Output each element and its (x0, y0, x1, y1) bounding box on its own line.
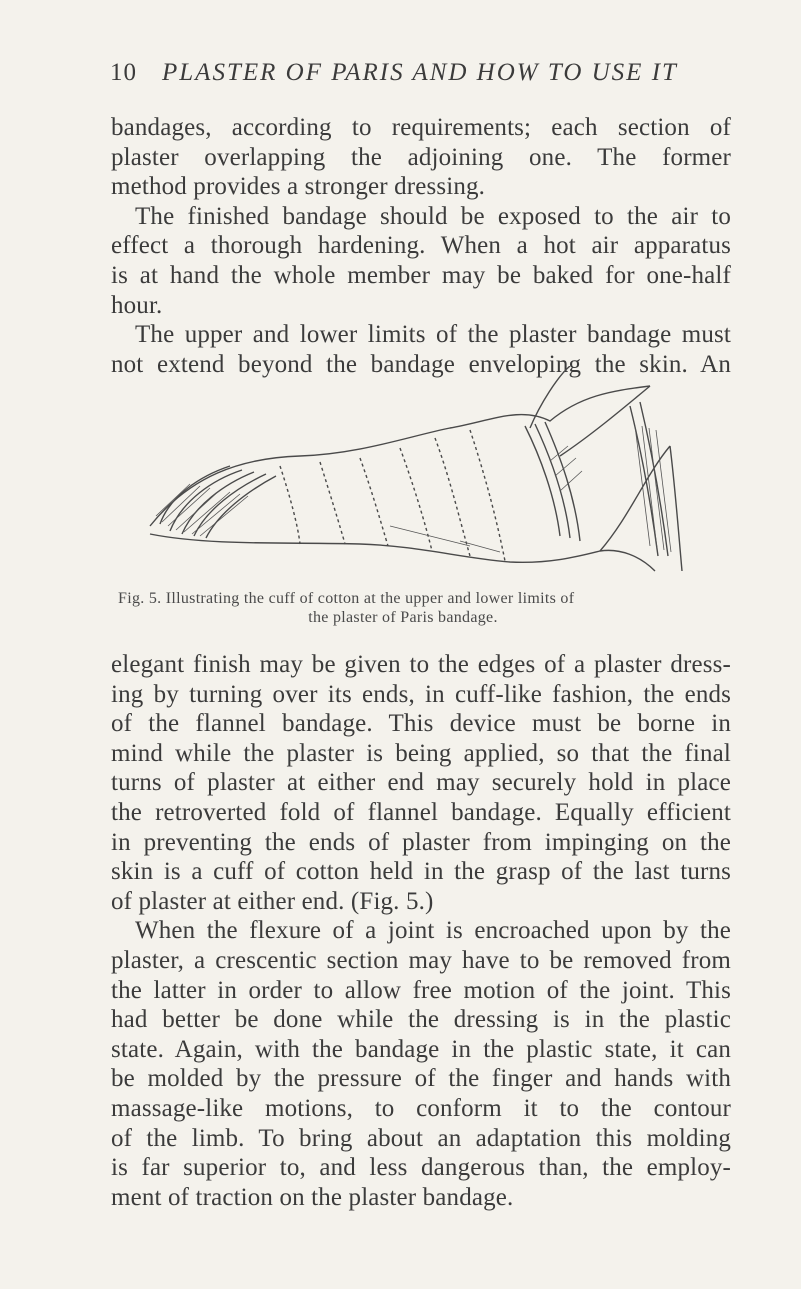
text-line: of the limb. To bring about an adaptation this molding (111, 1124, 731, 1152)
text-line: of the flannel bandage. This device must be borne in (111, 710, 731, 738)
page-number: 10 (110, 59, 137, 86)
text-line: mind while the plaster is being applied, so that the final (111, 739, 731, 767)
text-line: the latter in order to allow free motion of the joint. This (111, 976, 731, 1004)
text-line: of plaster at either end. (Fig. 5.) (111, 887, 434, 915)
text-line: plaster overlapping the adjoining one. The former (111, 143, 731, 171)
text-line: method provides a stronger dressing. (111, 173, 486, 201)
text-line: be molded by the pressure of the finger and hands with (111, 1065, 731, 1093)
body-text-bottom (111, 650, 731, 1212)
text-line: skin is a cuff of cotton held in the grasp of the last turns (111, 858, 731, 886)
caption-line: the plaster of Paris bandage. (308, 609, 498, 626)
body-text-top (111, 113, 731, 379)
text-line: is far superior to, and less dangerous than, the employ- (111, 1154, 731, 1182)
text-line: in preventing the ends of plaster from impinging on the (111, 828, 731, 856)
figure-caption (118, 589, 728, 627)
text-line: effect a thorough hardening. When a hot air apparatus (111, 232, 731, 260)
text-line: elegant finish may be given to the edges of a plaster dress- (111, 651, 731, 678)
text-line: had better be done while the dressing is in the plastic (111, 1006, 731, 1034)
text-line: ment of traction on the plaster bandage. (111, 1183, 514, 1211)
text-line: When the flexure of a joint is encroached upon by the (135, 917, 731, 945)
text-line: the retroverted fold of flannel bandage. Equally efficient (111, 798, 731, 826)
text-line: state. Again, with the bandage in the plastic state, it can (111, 1035, 731, 1063)
text-line: is at hand the whole member may be baked for one-half (111, 261, 731, 289)
figure-5-illustration (130, 366, 690, 576)
text-line: ing by turning over its ends, in cuff-like fashion, the ends (111, 680, 731, 708)
text-line: turns of plaster at either end may securely hold in place (111, 769, 731, 797)
text-line: The upper and lower limits of the plaster bandage must (135, 321, 731, 349)
text-line: hour. (111, 291, 163, 319)
running-head (110, 58, 730, 88)
caption-line: Fig. 5. Illustrating the cuff of cotton at the upper and lower limits of (118, 590, 575, 607)
text-line: bandages, according to requirements; each section of (111, 114, 731, 141)
running-head-title: PLASTER OF PARIS AND HOW TO USE IT (162, 59, 678, 86)
text-line: not extend beyond the bandage enveloping the skin. An (111, 350, 731, 378)
text-line: plaster, a crescentic section may have to be removed from (111, 946, 731, 974)
text-line: massage-like motions, to conform it to the contour (111, 1094, 731, 1122)
text-line: The finished bandage should be exposed to the air to (135, 202, 731, 230)
bandaged-limb-drawing (130, 366, 690, 576)
